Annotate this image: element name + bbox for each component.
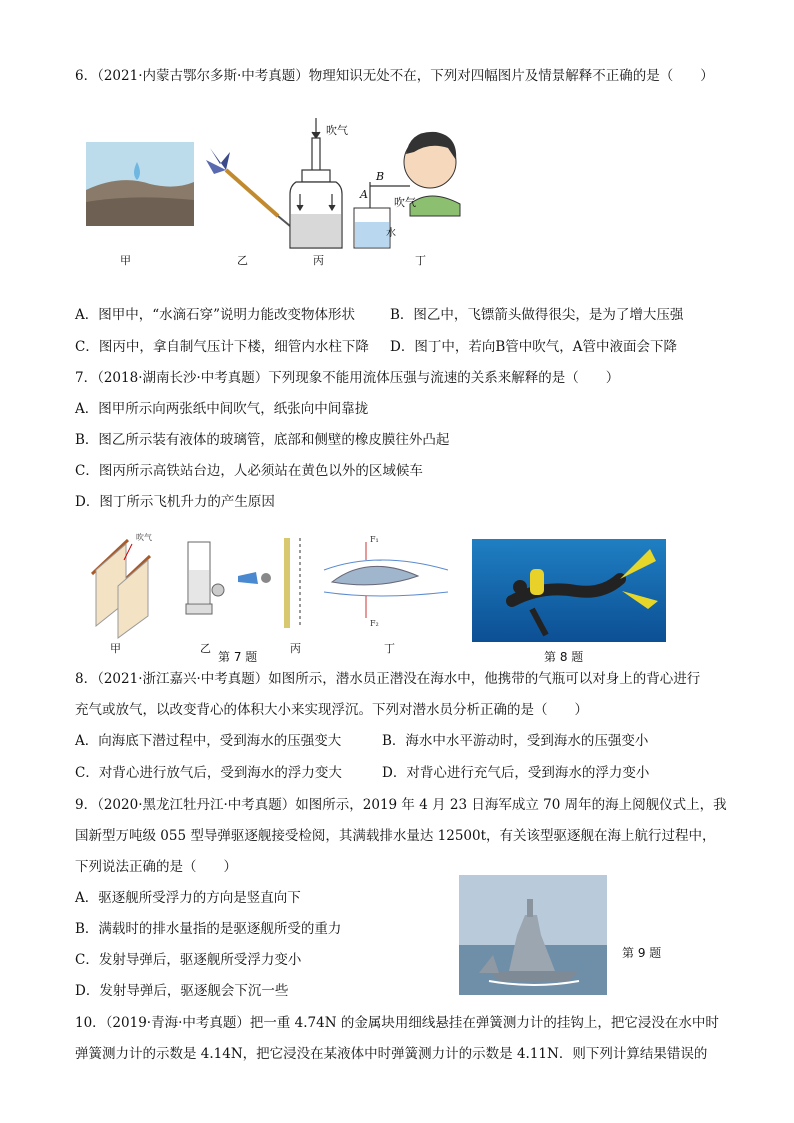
stone-drop-image [86,142,194,226]
q10-stem-line-2: 弹簧测力计的示数是 4.14N，把它浸没在某液体中时弹簧测力计的示数是 4.11N．则下列计算结果错误的 [75,1046,708,1062]
train-platform-image [238,538,300,628]
q7-option-d: D．图丁所示飞机升力的产生原因 [75,494,275,510]
blow-label-side: 吹气 [394,196,416,209]
q7-F2: F₂ [370,619,379,628]
q9-caption: 第 9 题 [622,946,662,960]
boy-blowing-image [354,132,460,248]
q7-label-bing: 丙 [290,642,301,655]
dart-image [206,148,290,226]
q6-option-a: A．图甲中，“水滴石穿”说明力能改变物体形状 [75,307,356,323]
destroyer-photo [459,875,607,995]
q6-option-d: D．图丁中，若向B管中吹气，A管中液面会下降 [390,339,677,355]
q9-stem-line-2: 国新型万吨级 055 型导弹驱逐舰接受检阅，其满载排水量达 12500t，有关该型驱逐舰在海上航行过程中， [75,828,716,844]
q9-option-a: A．驱逐舰所受浮力的方向是竖直向下 [75,890,301,906]
q8-caption: 第 8 题 [544,650,584,664]
barometer-image [290,118,342,248]
wing-airflow-image [324,542,448,618]
blow-label-top: 吹气 [326,124,348,137]
q8-option-a: A．向海底下潜过程中，受到海水的压强变大 [75,733,342,749]
q6-label-bing: 丙 [313,254,324,267]
q7-caption: 第 7 题 [218,650,258,664]
label-A: A [360,188,368,201]
q7-stem: 7．（2018·湖南长沙·中考真题）下列现象不能用流体压强与流速的关系来解释的是（ ） [75,370,620,386]
q6-label-jia: 甲 [120,254,131,267]
q9-option-d: D．发射导弹后，驱逐舰会下沉一些 [75,983,289,999]
q6-label-yi: 乙 [237,254,248,267]
q8-option-b: B．海水中水平游动时，受到海水的压强变小 [382,733,649,749]
q7-figure [88,530,468,640]
q10-stem-line-1: 10．（2019·青海·中考真题）把一重 4.74N 的金属块用细线悬挂在弹簧测力计的挂钩上，把它浸没在水中时 [75,1015,719,1031]
label-B: B [376,170,385,183]
q6-label-ding: 丁 [415,254,426,267]
q8-stem-line-2: 充气或放气，以改变背心的体积大小来实现浮沉。下列对潜水员分析正确的是（ ） [75,702,588,718]
q8-option-c: C．对背心进行放气后，受到海水的浮力变大 [75,765,342,781]
q7-blow-label: 吹气 [136,533,152,542]
q7-label-ding: 丁 [384,642,395,655]
q9-option-b: B．满载时的排水量指的是驱逐舰所受的重力 [75,921,342,937]
q9-option-c: C．发射导弹后，驱逐舰所受浮力变小 [75,952,302,968]
glass-tube-image [186,542,224,614]
q6-stem: 6．（2021·内蒙古鄂尔多斯·中考真题）物理知识无处不在，下列对四幅图片及情景解释不正确的是（ ） [75,68,714,84]
q8-option-d: D．对背心进行充气后，受到海水的浮力变小 [382,765,650,781]
q8-stem-line-1: 8．（2021·浙江嘉兴·中考真题）如图所示，潜水员正潜没在海水中，他携带的气瓶可以对身上的背心进行 [75,671,701,687]
q7-label-yi: 乙 [200,642,211,655]
q7-option-a: A．图甲所示向两张纸中间吹气，纸张向中间靠拢 [75,401,369,417]
water-label: 水 [386,228,396,239]
q7-F1: F₁ [370,535,379,544]
diver-photo [472,539,666,642]
q6-option-b: B．图乙中，飞镖箭头做得很尖，是为了增大压强 [390,307,684,323]
q6-option-c: C．图丙中，拿自制气压计下楼，细管内水柱下降 [75,339,369,355]
q7-option-c: C．图丙所示高铁站台边，人必须站在黄色以外的区域候车 [75,463,423,479]
paper-sheets-image [92,540,150,638]
q6-figure [80,112,470,272]
q7-option-b: B．图乙所示装有液体的玻璃管，底部和侧壁的橡皮膜往外凸起 [75,432,450,448]
q7-label-jia: 甲 [110,642,121,655]
q9-stem-line-1: 9．（2020·黑龙江牡丹江·中考真题）如图所示，2019 年 4 月 23 日海军成立 70 周年的海上阅舰仪式上，我 [75,797,727,813]
q9-stem-line-3: 下列说法正确的是（ ） [75,859,237,875]
